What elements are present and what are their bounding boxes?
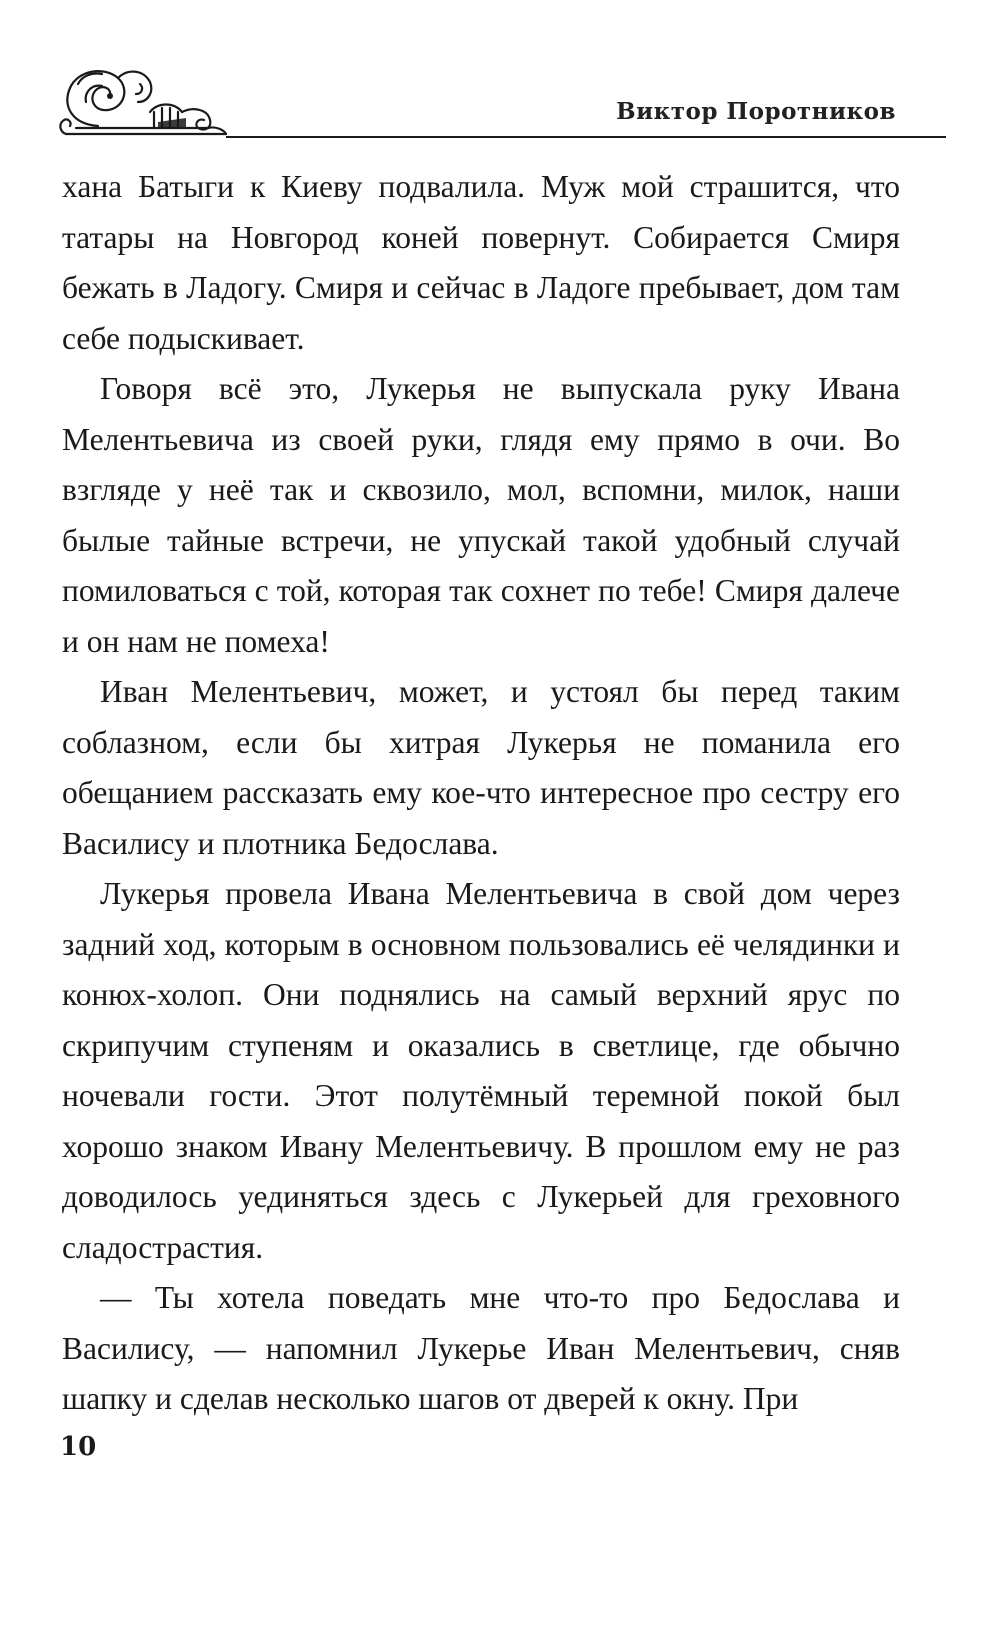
running-header (58, 62, 900, 142)
paragraph: хана Батыги к Киеву подвалила. Муж мой страшится, что татары на Новгород коней повернут. Собирается Смиря бежать в Ладогу. Смиря и сейчас в Ладоге пребывает, дом там себе подыскивает. (62, 169, 900, 356)
paragraph: Говоря всё это, Лукерья не выпускала руку Ивана Мелентьевича из своей руки, глядя ему прямо в очи. Во взгляде у неё так и сквозило, мол, вспомни, милок, наши былые тайные встречи, не упускай такой удобный случай помиловаться с той, которая так сохнет по тебе! Смиря далече и он нам не помеха! (62, 371, 900, 659)
header-rule (226, 136, 946, 138)
author-name: Виктор Поротников (616, 98, 896, 125)
body-text (62, 162, 900, 1425)
paragraph: Иван Мелентьевич, может, и устоял бы перед таким соблазном, если бы хитрая Лукерья не поманила его обещанием рассказать ему кое-что интересное про сестру его Василису и плотника Бедослава. (62, 674, 900, 861)
paragraph: — Ты хотела поведать мне что-то про Бедослава и Василису, — напомнил Лукерье Иван Мелентьевич, сняв шапку и сделав несколько шагов от дверей к окну. При (62, 1280, 900, 1416)
page-number: 10 (60, 1432, 97, 1462)
vine-scroll-ornament-icon (58, 62, 233, 142)
paragraph: Лукерья провела Ивана Мелентьевича в свой дом через задний ход, которым в основном пользовались её челядинки и конюх-холоп. Они поднялись на самый верхний ярус по скрипучим ступеням и оказались в светлице, где обычно ночевали гости. Этот полутёмный теремной покой был хорошо знаком Ивану Мелентьевичу. В прошлом ему не раз доводилось уединяться здесь с Лукерьей для греховного сладострастия. (62, 876, 900, 1265)
